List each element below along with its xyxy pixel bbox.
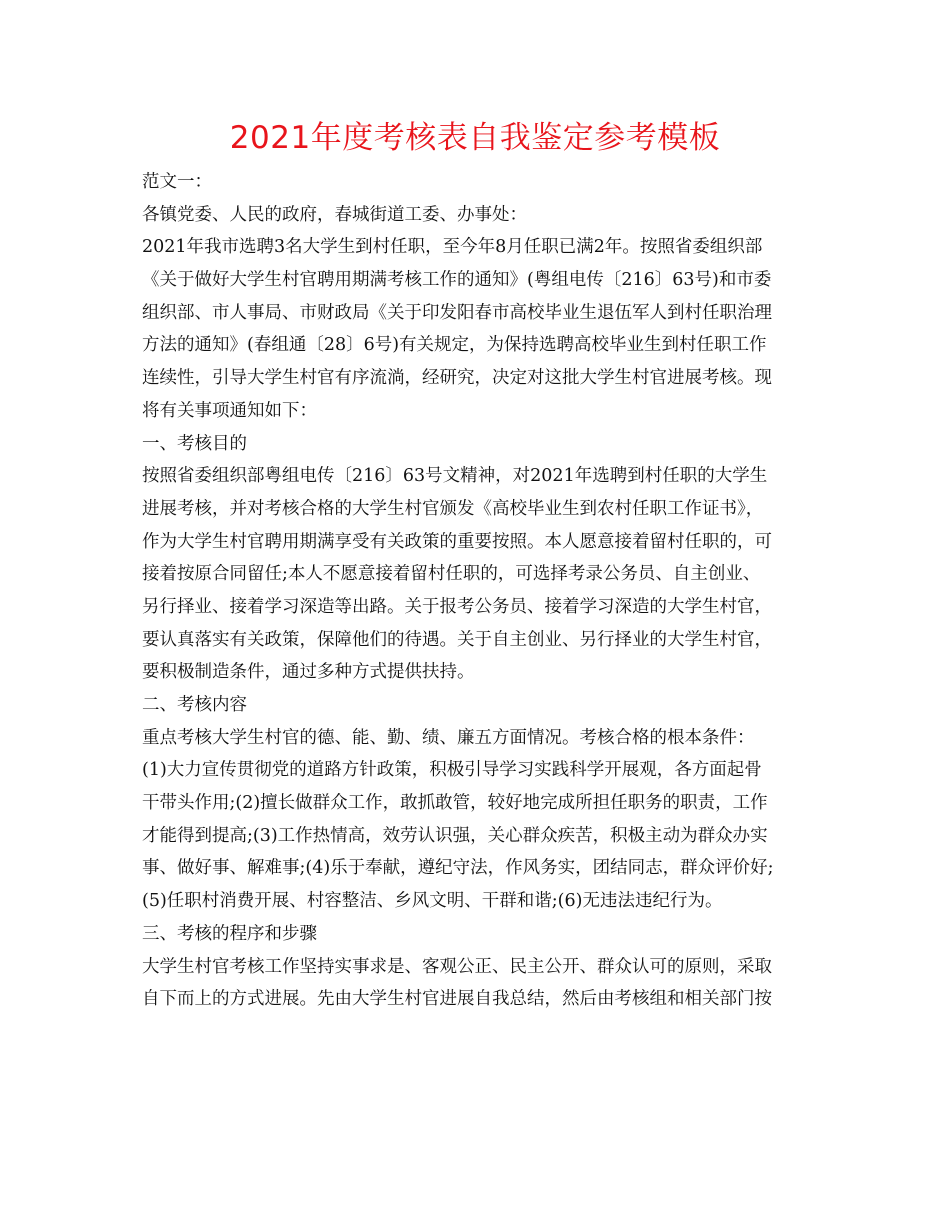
body-line: 才能得到提高;(3)工作热情高，效劳认识强，关心群众疾苦，积极主动为群众办实: [142, 825, 768, 846]
body-line: 要积极制造条件，通过多种方式提供扶持。: [142, 662, 475, 683]
document-body: [142, 166, 822, 1016]
body-line: 重点考核大学生村官的德、能、勤、绩、廉五方面情况。考核合格的根本条件：: [142, 727, 755, 748]
body-line: 将有关事项通知如下：: [142, 400, 317, 421]
body-line: 连续性，引导大学生村官有序流淌，经研究，决定对这批大学生村官进展考核。现: [142, 368, 772, 389]
body-line: 组织部、市人事局、市财政局《关于印发阳春市高校毕业生退伍军人到村任职治理: [142, 302, 772, 323]
body-line: 各镇党委、人民的政府，春城街道工委、办事处：: [142, 204, 527, 225]
body-line: 《关于做好大学生村官聘用期满考核工作的通知》(粤组电传〔216〕63号)和市委: [142, 270, 772, 291]
body-line: 要认真落实有关政策，保障他们的待遇。关于自主创业、另行择业的大学生村官，: [142, 629, 772, 650]
body-line: (5)任职村消费开展、村容整洁、乡风文明、干群和谐;(6)无违法违纪行为。: [142, 891, 723, 912]
body-line: 事、做好事、解难事;(4)乐于奉献，遵纪守法，作风务实，团结同志，群众评价好;: [142, 858, 774, 879]
body-line: 按照省委组织部粤组电传〔216〕63号文精神，对2021年选聘到村任职的大学生: [142, 466, 768, 487]
body-line: 2021年我市选聘3名大学生到村任职，至今年8月任职已满2年。按照省委组织部: [142, 237, 763, 258]
body-line: 方法的通知》(春组通〔28〕6号)有关规定，为保持选聘高校毕业生到村任职工作: [142, 335, 767, 356]
body-line: (1)大力宣传贯彻党的道路方针政策，积极引导学习实践科学开展观，各方面起骨: [142, 760, 762, 781]
body-line: 范文一：: [142, 172, 212, 192]
body-line: 二、考核内容: [142, 695, 247, 715]
body-line: 作为大学生村官聘用期满享受有关政策的重要按照。本人愿意接着留村任职的，可: [142, 531, 772, 552]
body-line: 自下而上的方式进展。先由大学生村官进展自我总结，然后由考核组和相关部门按: [142, 989, 772, 1010]
document-title: 2021年度考核表自我鉴定参考模板: [229, 120, 721, 156]
body-line: 大学生村官考核工作坚持实事求是、客观公正、民主公开、群众认可的原则，采取: [142, 956, 772, 977]
body-line: 三、考核的程序和步骤: [142, 923, 317, 944]
body-line: 一、考核目的: [142, 433, 247, 454]
body-line: 进展考核，并对考核合格的大学生村官颁发《高校毕业生到农村任职工作证书》，: [142, 498, 764, 519]
body-line: 干带头作用;(2)擅长做群众工作，敢抓敢管，较好地完成所担任职务的职责，工作: [142, 793, 768, 814]
body-line: 接着按原合同留任;本人不愿意接着留村任职的，可选择考录公务员、自主创业、: [142, 564, 761, 585]
body-line: 另行择业、接着学习深造等出路。关于报考公务员、接着学习深造的大学生村官，: [142, 596, 772, 617]
